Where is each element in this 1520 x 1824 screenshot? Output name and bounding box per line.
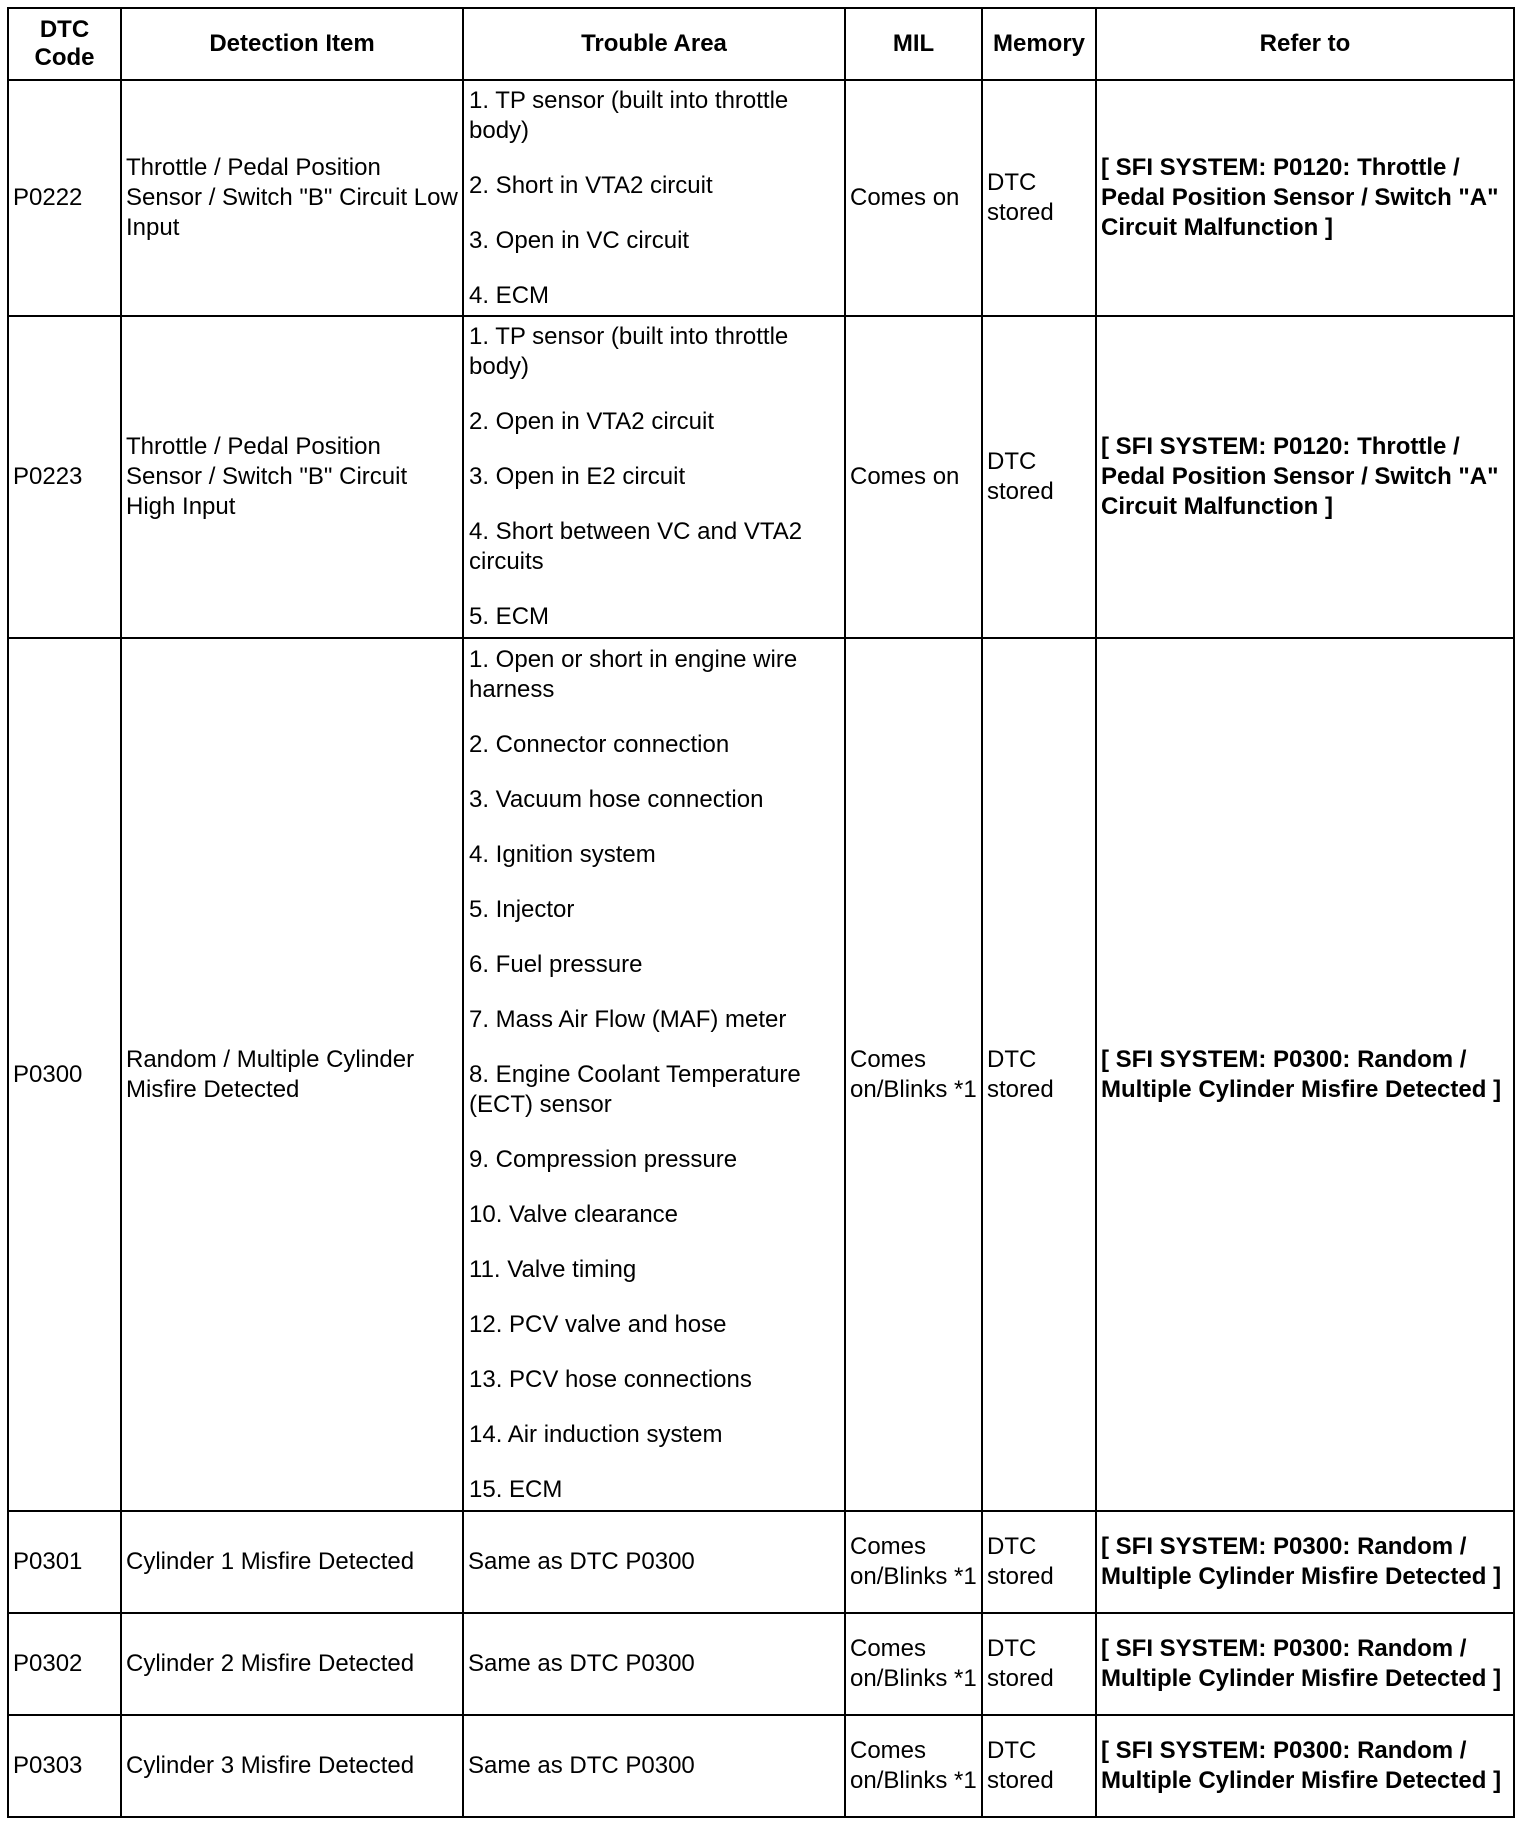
detection-item-cell: Throttle / Pedal Position Sensor / Switch "B" Circuit High Input bbox=[121, 316, 463, 638]
table-row bbox=[8, 638, 1514, 1511]
mil-cell: Comes on bbox=[845, 316, 982, 638]
trouble-area-item: 3. Vacuum hose connection bbox=[469, 785, 764, 813]
dtc-code-cell: P0222 bbox=[8, 80, 121, 316]
memory-cell: DTC stored bbox=[982, 638, 1096, 1511]
trouble-area-item: 11. Valve timing bbox=[469, 1255, 637, 1283]
trouble-area-item: 7. Mass Air Flow (MAF) meter bbox=[469, 1005, 787, 1033]
trouble-area-item: 1. TP sensor (built into throttle body) bbox=[469, 86, 789, 144]
header-dtc-code bbox=[8, 8, 121, 80]
table-row bbox=[8, 1715, 1514, 1817]
trouble-area-item: 10. Valve clearance bbox=[469, 1200, 679, 1228]
trouble-area-item: 1. TP sensor (built into throttle body) bbox=[469, 323, 789, 380]
mil-cell: Comes on/Blinks *1 bbox=[845, 1511, 982, 1613]
table-row bbox=[8, 1613, 1514, 1715]
trouble-area-cell bbox=[463, 316, 845, 638]
detection-item-cell: Cylinder 3 Misfire Detected bbox=[121, 1715, 463, 1817]
memory-cell: DTC stored bbox=[982, 1613, 1096, 1715]
trouble-area-item: 8. Engine Coolant Temperature (ECT) sensor bbox=[469, 1060, 801, 1118]
trouble-area-item: 3. Open in VC circuit bbox=[469, 226, 690, 254]
header-refer-to: Refer to bbox=[1096, 8, 1514, 80]
memory-cell: DTC stored bbox=[982, 316, 1096, 638]
trouble-area-item: 6. Fuel pressure bbox=[469, 950, 643, 978]
mil-cell: Comes on/Blinks *1 bbox=[845, 638, 982, 1511]
refer-to-link[interactable]: [ SFI SYSTEM: P0300: Random / Multiple Cylinder Misfire Detected ] bbox=[1096, 1511, 1514, 1613]
trouble-area-cell bbox=[463, 80, 845, 316]
refer-to-link[interactable]: [ SFI SYSTEM: P0120: Throttle / Pedal Position Sensor / Switch "A" Circuit Malfunction ] bbox=[1096, 80, 1514, 316]
refer-to-link[interactable]: [ SFI SYSTEM: P0300: Random / Multiple Cylinder Misfire Detected ] bbox=[1096, 638, 1514, 1511]
dtc-code-cell: P0300 bbox=[8, 638, 121, 1511]
dtc-code-cell: P0302 bbox=[8, 1613, 121, 1715]
header-row bbox=[8, 8, 1514, 80]
trouble-area-item: 2. Short in VTA2 circuit bbox=[469, 171, 713, 199]
mil-cell: Comes on/Blinks *1 bbox=[845, 1715, 982, 1817]
dtc-code-cell: P0223 bbox=[8, 316, 121, 638]
trouble-area-item: 12. PCV valve and hose bbox=[469, 1310, 727, 1338]
trouble-area-cell: Same as DTC P0300 bbox=[463, 1613, 845, 1715]
refer-to-link[interactable]: [ SFI SYSTEM: P0120: Throttle / Pedal Position Sensor / Switch "A" Circuit Malfunction ] bbox=[1096, 316, 1514, 638]
trouble-area-cell: Same as DTC P0300 bbox=[463, 1715, 845, 1817]
dtc-code-cell: P0303 bbox=[8, 1715, 121, 1817]
header-memory: Memory bbox=[982, 8, 1096, 80]
table-row bbox=[8, 316, 1514, 638]
trouble-area-cell: Same as DTC P0300 bbox=[463, 1511, 845, 1613]
trouble-area-item: 4. Short between VC and VTA2 circuits bbox=[469, 518, 803, 575]
detection-item-cell: Cylinder 1 Misfire Detected bbox=[121, 1511, 463, 1613]
dtc-table bbox=[7, 7, 1515, 1818]
detection-item-cell: Random / Multiple Cylinder Misfire Detected bbox=[121, 638, 463, 1511]
trouble-area-item: 1. Open or short in engine wire harness bbox=[469, 645, 798, 703]
mil-cell: Comes on bbox=[845, 80, 982, 316]
trouble-area-item: 5. ECM bbox=[469, 603, 550, 630]
header-dtc-code-line2: Code bbox=[34, 44, 95, 71]
header-dtc-code-line1: DTC bbox=[39, 16, 90, 43]
dtc-code-cell: P0301 bbox=[8, 1511, 121, 1613]
detection-item-cell: Throttle / Pedal Position Sensor / Switch "B" Circuit Low Input bbox=[121, 80, 463, 316]
memory-cell: DTC stored bbox=[982, 1511, 1096, 1613]
memory-cell: DTC stored bbox=[982, 80, 1096, 316]
refer-to-link[interactable]: [ SFI SYSTEM: P0300: Random / Multiple Cylinder Misfire Detected ] bbox=[1096, 1613, 1514, 1715]
table-row bbox=[8, 1511, 1514, 1613]
table-row bbox=[8, 80, 1514, 316]
trouble-area-item: 14. Air induction system bbox=[469, 1420, 723, 1448]
header-detection-item: Detection Item bbox=[121, 8, 463, 80]
trouble-area-item: 5. Injector bbox=[469, 895, 575, 923]
trouble-area-item: 2. Connector connection bbox=[469, 730, 730, 758]
trouble-area-item: 9. Compression pressure bbox=[469, 1145, 738, 1173]
trouble-area-cell bbox=[463, 638, 845, 1511]
header-trouble-area: Trouble Area bbox=[463, 8, 845, 80]
mil-cell: Comes on/Blinks *1 bbox=[845, 1613, 982, 1715]
refer-to-link[interactable]: [ SFI SYSTEM: P0300: Random / Multiple Cylinder Misfire Detected ] bbox=[1096, 1715, 1514, 1817]
header-mil: MIL bbox=[845, 8, 982, 80]
memory-cell: DTC stored bbox=[982, 1715, 1096, 1817]
trouble-area-item: 2. Open in VTA2 circuit bbox=[469, 408, 714, 435]
trouble-area-item: 4. Ignition system bbox=[469, 840, 656, 868]
trouble-area-item: 4. ECM bbox=[469, 281, 550, 309]
trouble-area-item: 15. ECM bbox=[469, 1475, 563, 1503]
detection-item-cell: Cylinder 2 Misfire Detected bbox=[121, 1613, 463, 1715]
trouble-area-item: 13. PCV hose connections bbox=[469, 1365, 752, 1393]
trouble-area-item: 3. Open in E2 circuit bbox=[469, 463, 686, 490]
